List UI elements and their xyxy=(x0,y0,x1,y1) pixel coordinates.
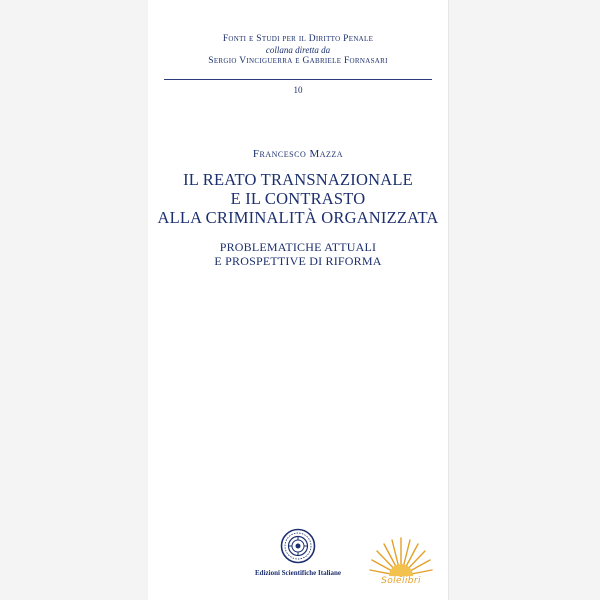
subtitle-line: E PROSPETTIVE DI RIFORMA xyxy=(214,253,382,268)
series-subtitle: collana diretta da xyxy=(265,45,331,55)
book-title xyxy=(148,170,448,227)
divider xyxy=(164,79,432,80)
sun-rays-icon xyxy=(365,532,437,578)
subtitle-line: PROBLEMATICHE ATTUALI xyxy=(219,240,377,254)
series-header xyxy=(148,34,448,67)
author-name: Francesco Mazza xyxy=(252,148,344,160)
volume-number: 10 xyxy=(293,85,303,95)
title-line: E IL CONTRASTO xyxy=(230,189,366,208)
title-line: IL REATO TRANSNAZIONALE xyxy=(183,170,413,189)
title-line: ALLA CRIMINALITÀ ORGANIZZATA xyxy=(157,208,439,227)
book-subtitle xyxy=(148,241,448,268)
book-cover xyxy=(148,0,449,600)
series-title: Fonti e Studi per il Diritto Penale xyxy=(222,34,374,44)
publisher-name: Edizioni Scientifiche Italiane xyxy=(255,569,341,577)
publisher-seal-icon xyxy=(280,528,316,564)
solelibri-badge xyxy=(365,532,437,592)
solelibri-label: Solelibri xyxy=(381,576,421,586)
series-directors: Sergio Vinciguerra e Gabriele Fornasari xyxy=(208,56,388,66)
